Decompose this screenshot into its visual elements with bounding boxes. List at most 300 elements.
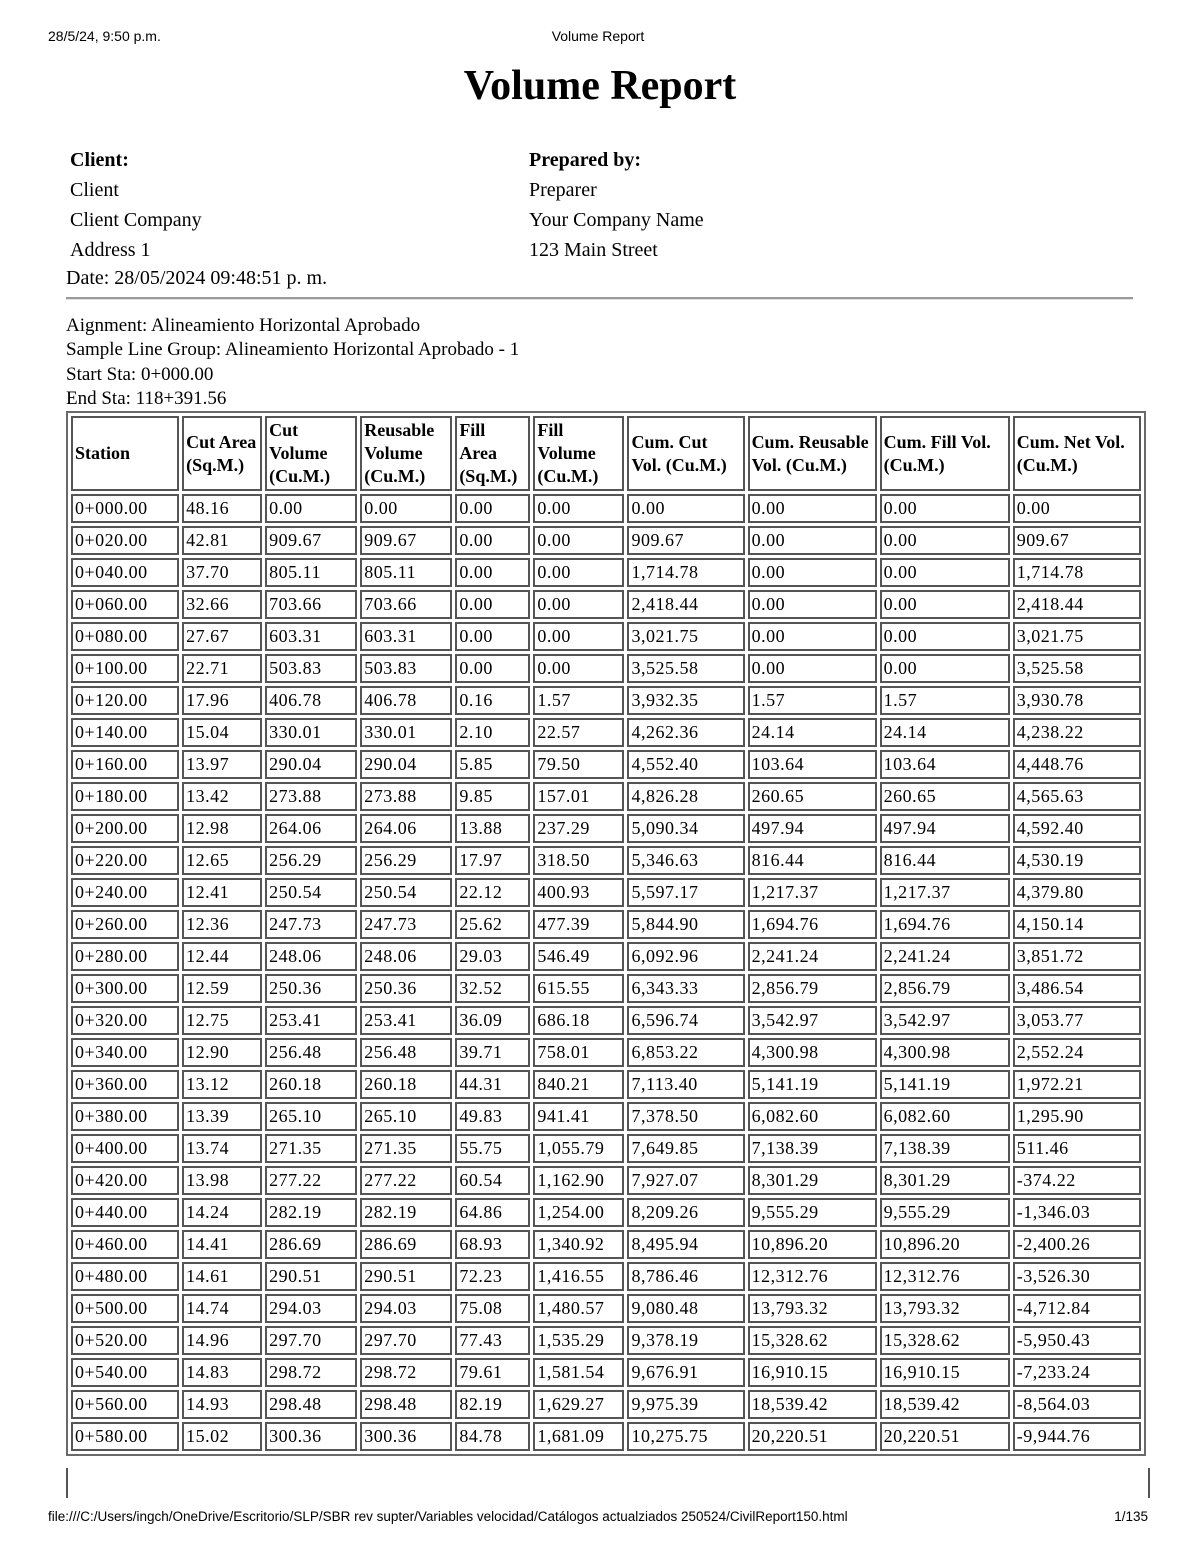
table-cell: 9,676.91 [627,1358,744,1387]
table-cell: 12.44 [182,942,262,971]
table-cell: 1,480.57 [533,1294,624,1323]
table-cell: 2,856.79 [880,974,1010,1003]
table-cell: 8,301.29 [748,1166,877,1195]
table-cell: 248.06 [265,942,357,971]
table-cell: 0+460.00 [71,1230,179,1259]
table-cell: 0+260.00 [71,910,179,939]
table-cell: 3,021.75 [1013,622,1141,651]
table-cell: 37.70 [182,558,262,587]
table-cell: 0+520.00 [71,1326,179,1355]
table-cell: 12.75 [182,1006,262,1035]
table-cell: 1,681.09 [533,1422,624,1451]
table-row [71,1230,1141,1259]
table-cell: 909.67 [360,526,452,555]
table-cell: 0+240.00 [71,878,179,907]
table-cell: 0.00 [880,526,1010,555]
table-cell: 14.96 [182,1326,262,1355]
table-cell: 44.31 [455,1070,530,1099]
table-cell: 55.75 [455,1134,530,1163]
table-cell: 68.93 [455,1230,530,1259]
table-cell: 497.94 [880,814,1010,843]
table-cell: 271.35 [265,1134,357,1163]
table-cell: 1,714.78 [627,558,744,587]
sample-line-group: Sample Line Group: Alineamiento Horizontal Aprobado - 1 [66,339,520,361]
table-cell: 12.90 [182,1038,262,1067]
table-cell: 0.00 [533,622,624,651]
table-cell: 13.39 [182,1102,262,1131]
table-cell: 4,592.40 [1013,814,1141,843]
table-row [71,1358,1141,1387]
table-row [71,1198,1141,1227]
table-cell: 0.00 [533,654,624,683]
table-cell: 42.81 [182,526,262,555]
table-cell: 0+080.00 [71,622,179,651]
table-cell: 248.06 [360,942,452,971]
table-cell: 4,565.63 [1013,782,1141,811]
table-cell: 0.00 [748,590,877,619]
table-cell: 5,141.19 [880,1070,1010,1099]
table-cell: 816.44 [880,846,1010,875]
table-cell: 300.36 [265,1422,357,1451]
file-path: file:///C:/Users/ingch/OneDrive/Escritorio/SLP/SBR rev supter/Variables velocidad/Catálogos actualziados 250524/CivilReport150.html [48,1509,848,1524]
table-cell: 3,932.35 [627,686,744,715]
table-cell: 49.83 [455,1102,530,1131]
table-cell: 264.06 [265,814,357,843]
table-cell: 12.65 [182,846,262,875]
volume-table [66,411,1146,1456]
column-header: Cum. Fill Vol. (Cu.M.) [880,416,1010,491]
table-cell: 75.08 [455,1294,530,1323]
column-header: Cut Volume (Cu.M.) [265,416,357,491]
table-cell: 79.61 [455,1358,530,1387]
table-cell: 0.00 [455,622,530,651]
table-cell: 5,844.90 [627,910,744,939]
table-cell: 1,055.79 [533,1134,624,1163]
table-cell: 4,300.98 [748,1038,877,1067]
table-cell: 0.00 [533,494,624,523]
table-cell: 8,495.94 [627,1230,744,1259]
table-row [71,814,1141,843]
table-row [71,750,1141,779]
table-cell: 0.00 [880,654,1010,683]
table-cell: 18,539.42 [880,1390,1010,1419]
table-cell: 265.10 [265,1102,357,1131]
table-cell: 3,542.97 [880,1006,1010,1035]
table-cell: 298.72 [360,1358,452,1387]
column-header: Cum. Cut Vol. (Cu.M.) [627,416,744,491]
table-cell: 300.36 [360,1422,452,1451]
preparer-name: Preparer [529,179,597,201]
table-cell: 13,793.32 [880,1294,1010,1323]
table-cell: 4,552.40 [627,750,744,779]
table-cell: 294.03 [360,1294,452,1323]
column-header: Cut Area (Sq.M.) [182,416,262,491]
table-cell: 6,092.96 [627,942,744,971]
table-cell: 4,150.14 [1013,910,1141,939]
table-cell: 0+100.00 [71,654,179,683]
print-page-title: Volume Report [551,28,645,44]
table-cell: 298.72 [265,1358,357,1387]
table-cell: 256.48 [360,1038,452,1067]
table-cell: 13.98 [182,1166,262,1195]
table-cell: 0.16 [455,686,530,715]
table-cell: 10,896.20 [880,1230,1010,1259]
table-cell: 330.01 [265,718,357,747]
table-cell: 0.00 [533,558,624,587]
table-cell: 297.70 [360,1326,452,1355]
column-header: Cum. Net Vol. (Cu.M.) [1013,416,1141,491]
table-cell: 0+580.00 [71,1422,179,1451]
table-cell: 3,930.78 [1013,686,1141,715]
prepared-by-block [529,145,704,265]
table-cell: 13,793.32 [748,1294,877,1323]
page-number: 1/135 [1114,1509,1148,1524]
table-cell: 250.54 [360,878,452,907]
table-cell: 9,378.19 [627,1326,744,1355]
table-row [71,718,1141,747]
table-cell: 24.14 [748,718,877,747]
table-cell: 318.50 [533,846,624,875]
table-cell: 14.61 [182,1262,262,1291]
table-cell: 4,300.98 [880,1038,1010,1067]
table-cell: -9,944.76 [1013,1422,1141,1451]
print-header [48,28,1148,48]
table-cell: 758.01 [533,1038,624,1067]
table-cell: 22.71 [182,654,262,683]
table-cell: 0+480.00 [71,1262,179,1291]
table-cell: 3,525.58 [627,654,744,683]
table-cell: 0.00 [880,590,1010,619]
column-header: Reusable Volume (Cu.M.) [360,416,452,491]
table-cell: 12.59 [182,974,262,1003]
table-cell: 0+280.00 [71,942,179,971]
table-cell: 3,486.54 [1013,974,1141,1003]
table-cell: 290.04 [265,750,357,779]
table-cell: 9,555.29 [880,1198,1010,1227]
table-cell: 22.12 [455,878,530,907]
table-cell: 256.29 [360,846,452,875]
table-cell: 39.71 [455,1038,530,1067]
table-cell: 4,262.36 [627,718,744,747]
table-cell: 265.10 [360,1102,452,1131]
table-cell: 20,220.51 [880,1422,1010,1451]
table-cell: 60.54 [455,1166,530,1195]
table-cell: 282.19 [360,1198,452,1227]
table-cell: 0+560.00 [71,1390,179,1419]
table-cell: 4,238.22 [1013,718,1141,747]
table-cell: 15.04 [182,718,262,747]
table-cell: 103.64 [748,750,877,779]
table-cell: 546.49 [533,942,624,971]
table-cell: 64.86 [455,1198,530,1227]
table-cell: 0.00 [533,526,624,555]
table-cell: 3,053.77 [1013,1006,1141,1035]
table-cell: 12.41 [182,878,262,907]
table-cell: 14.93 [182,1390,262,1419]
table-cell: 0+060.00 [71,590,179,619]
client-name: Client [70,179,119,201]
table-continuation [66,1468,1150,1498]
table-cell: 271.35 [360,1134,452,1163]
table-cell: 84.78 [455,1422,530,1451]
table-cell: 0.00 [455,526,530,555]
table-cell: 12,312.76 [880,1262,1010,1291]
table-cell: 0+300.00 [71,974,179,1003]
table-cell: 0+180.00 [71,782,179,811]
table-cell: 0+380.00 [71,1102,179,1131]
table-row [71,942,1141,971]
report-title: Volume Report [463,63,737,109]
table-cell: 4,530.19 [1013,846,1141,875]
table-cell: 250.36 [265,974,357,1003]
table-cell: 6,082.60 [880,1102,1010,1131]
table-cell: -8,564.03 [1013,1390,1141,1419]
table-cell: 3,542.97 [748,1006,877,1035]
table-cell: 273.88 [360,782,452,811]
table-cell: 909.67 [1013,526,1141,555]
table-cell: 290.04 [360,750,452,779]
table-cell: 1,217.37 [880,878,1010,907]
table-cell: 1,416.55 [533,1262,624,1291]
table-cell: 247.73 [265,910,357,939]
table-cell: 7,138.39 [880,1134,1010,1163]
table-cell: 1,581.54 [533,1358,624,1387]
table-cell: 36.09 [455,1006,530,1035]
table-row [71,654,1141,683]
table-cell: -3,526.30 [1013,1262,1141,1291]
table-row [71,686,1141,715]
table-cell: 25.62 [455,910,530,939]
table-cell: 294.03 [265,1294,357,1323]
column-header: Station [71,416,179,491]
table-cell: 4,448.76 [1013,750,1141,779]
table-cell: 79.50 [533,750,624,779]
table-cell: 0+500.00 [71,1294,179,1323]
divider [66,297,1133,300]
table-cell: 15,328.62 [880,1326,1010,1355]
table-cell: 13.12 [182,1070,262,1099]
table-row [71,878,1141,907]
table-cell: 1,295.90 [1013,1102,1141,1131]
table-cell: 703.66 [265,590,357,619]
table-cell: 0.00 [748,558,877,587]
table-cell: 805.11 [360,558,452,587]
table-cell: 1,694.76 [880,910,1010,939]
table-cell: -4,712.84 [1013,1294,1141,1323]
start-station: Start Sta: 0+000.00 [66,363,214,385]
table-cell: 27.67 [182,622,262,651]
table-cell: 4,826.28 [627,782,744,811]
table-cell: 7,138.39 [748,1134,877,1163]
table-cell: 2,418.44 [1013,590,1141,619]
table-cell: 0.00 [455,558,530,587]
table-cell: 15.02 [182,1422,262,1451]
table-cell: 157.01 [533,782,624,811]
table-cell: 277.22 [360,1166,452,1195]
table-cell: 260.65 [748,782,877,811]
table-cell: 0+160.00 [71,750,179,779]
table-cell: 1,535.29 [533,1326,624,1355]
table-cell: 13.42 [182,782,262,811]
table-cell: 260.18 [265,1070,357,1099]
table-cell: 22.57 [533,718,624,747]
table-cell: 7,378.50 [627,1102,744,1131]
table-cell: 12,312.76 [748,1262,877,1291]
table-cell: 237.29 [533,814,624,843]
table-cell: 6,082.60 [748,1102,877,1131]
column-header: Cum. Reusable Vol. (Cu.M.) [748,416,877,491]
table-cell: 0+020.00 [71,526,179,555]
table-cell: 5,597.17 [627,878,744,907]
table-cell: 15,328.62 [748,1326,877,1355]
table-cell: 0+400.00 [71,1134,179,1163]
table-cell: 32.52 [455,974,530,1003]
table-row [71,1038,1141,1067]
table-cell: 9.85 [455,782,530,811]
table-cell: 603.31 [265,622,357,651]
client-label: Client: [70,149,129,171]
table-cell: 0.00 [455,590,530,619]
table-row [71,590,1141,619]
table-cell: 13.88 [455,814,530,843]
table-cell: 256.48 [265,1038,357,1067]
table-cell: -5,950.43 [1013,1326,1141,1355]
table-cell: 5,090.34 [627,814,744,843]
table-cell: 282.19 [265,1198,357,1227]
table-cell: 77.43 [455,1326,530,1355]
table-row [71,1070,1141,1099]
table-cell: 0.00 [748,494,877,523]
table-cell: 247.73 [360,910,452,939]
table-cell: 330.01 [360,718,452,747]
table-cell: 82.19 [455,1390,530,1419]
client-address: Address 1 [70,239,151,261]
table-cell: 1.57 [748,686,877,715]
table-cell: 686.18 [533,1006,624,1035]
table-cell: 2,552.24 [1013,1038,1141,1067]
table-cell: 0.00 [455,654,530,683]
table-cell: 12.98 [182,814,262,843]
table-cell: 0.00 [455,494,530,523]
table-cell: 909.67 [627,526,744,555]
table-cell: -374.22 [1013,1166,1141,1195]
table-cell: 2,856.79 [748,974,877,1003]
table-row [71,782,1141,811]
table-cell: 8,786.46 [627,1262,744,1291]
table-cell: 6,853.22 [627,1038,744,1067]
table-row [71,910,1141,939]
table-cell: 298.48 [360,1390,452,1419]
table-cell: 1,629.27 [533,1390,624,1419]
table-cell: 503.83 [360,654,452,683]
table-cell: 1.57 [880,686,1010,715]
table-cell: 8,209.26 [627,1198,744,1227]
table-cell: 0.00 [360,494,452,523]
table-cell: 13.97 [182,750,262,779]
table-cell: 20,220.51 [748,1422,877,1451]
table-cell: 1,217.37 [748,878,877,907]
table-cell: 17.97 [455,846,530,875]
preparer-company: Your Company Name [529,209,704,231]
table-cell: 0.00 [880,558,1010,587]
table-cell: 277.22 [265,1166,357,1195]
table-cell: 253.41 [265,1006,357,1035]
client-block [70,145,202,265]
table-cell: 0.00 [1013,494,1141,523]
table-cell: 0+220.00 [71,846,179,875]
table-cell: 16,910.15 [748,1358,877,1387]
table-cell: 0.00 [533,590,624,619]
table-header-row [71,416,1141,491]
table-cell: 250.54 [265,878,357,907]
table-cell: 1.57 [533,686,624,715]
alignment-name: Aignment: Alineamiento Horizontal Aprobado [66,315,421,336]
table-cell: 477.39 [533,910,624,939]
print-datetime: 28/5/24, 9:50 p.m. [48,28,161,44]
table-row [71,1134,1141,1163]
table-cell: -2,400.26 [1013,1230,1141,1259]
table-cell: 298.48 [265,1390,357,1419]
table-cell: 0+200.00 [71,814,179,843]
table-cell: 3,021.75 [627,622,744,651]
table-cell: 0+000.00 [71,494,179,523]
table-cell: 0+440.00 [71,1198,179,1227]
table-row [71,1166,1141,1195]
table-cell: 72.23 [455,1262,530,1291]
table-cell: 1,714.78 [1013,558,1141,587]
table-cell: 703.66 [360,590,452,619]
table-cell: 909.67 [265,526,357,555]
table-cell: 9,555.29 [748,1198,877,1227]
table-cell: 9,080.48 [627,1294,744,1323]
table-cell: 10,896.20 [748,1230,877,1259]
table-cell: 511.46 [1013,1134,1141,1163]
table-cell: 0+540.00 [71,1358,179,1387]
table-cell: 256.29 [265,846,357,875]
table-cell: 260.65 [880,782,1010,811]
table-cell: -7,233.24 [1013,1358,1141,1387]
table-cell: 14.24 [182,1198,262,1227]
table-cell: 2.10 [455,718,530,747]
table-cell: 2,418.44 [627,590,744,619]
table-cell: 400.93 [533,878,624,907]
alignment-info [66,314,519,411]
table-cell: 18,539.42 [748,1390,877,1419]
table-cell: 250.36 [360,974,452,1003]
table-cell: 805.11 [265,558,357,587]
table-cell: 941.41 [533,1102,624,1131]
table-row [71,1262,1141,1291]
table-cell: 1,694.76 [748,910,877,939]
table-cell: 7,649.85 [627,1134,744,1163]
table-cell: 0+120.00 [71,686,179,715]
table-cell: 253.41 [360,1006,452,1035]
report-date: Date: 28/05/2024 09:48:51 p. m. [66,267,328,289]
table-cell: 260.18 [360,1070,452,1099]
table-cell: 2,241.24 [748,942,877,971]
table-cell: 14.83 [182,1358,262,1387]
table-cell: 0.00 [748,622,877,651]
print-footer [48,1509,1148,1529]
table-cell: 7,927.07 [627,1166,744,1195]
table-cell: 273.88 [265,782,357,811]
table-cell: 286.69 [360,1230,452,1259]
table-cell: 3,525.58 [1013,654,1141,683]
column-header: Fill Volume (Cu.M.) [533,416,624,491]
table-cell: 5,346.63 [627,846,744,875]
table-cell: 8,301.29 [880,1166,1010,1195]
table-cell: 0+140.00 [71,718,179,747]
